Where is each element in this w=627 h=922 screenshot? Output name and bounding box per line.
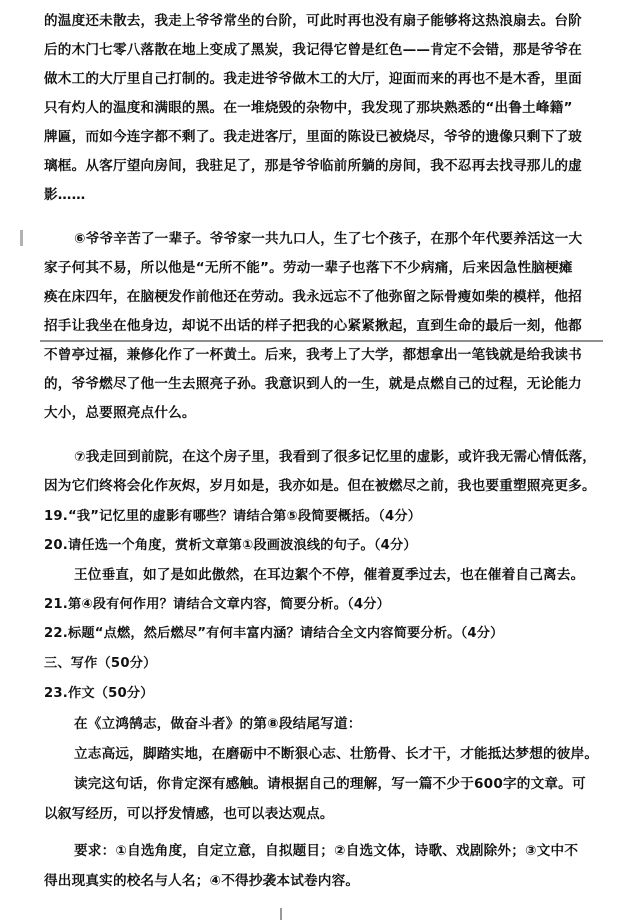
- passage-line: 做木工的大厅里自己打制的。我走进爷爷做木工的大厅，迎面而来的再也不是木香，里面: [44, 71, 582, 87]
- essay-prompt-line: 以叙写经历，可以抒发情感，也可以表达观点。: [44, 806, 334, 822]
- paragraph-7-line: 因为它们终将会化作灰烬，岁月如是，我亦如是。但在被燃尽之前，我也要重塑照亮更多。: [44, 478, 596, 494]
- passage-line: 牌匾，而如今连字都不剩了。我走进客厅，里面的陈设已被烧尽，爷爷的遗像只剩下了玻: [44, 129, 582, 145]
- question-21: 21.第④段有何作用？请结合文章内容，简要分析。（4分）: [44, 597, 391, 612]
- paragraph-6-line: 痪在床四年，在脑梗发作前他还在劳动。我永远忘不了他弥留之际骨瘦如柴的模样，他招: [44, 289, 582, 305]
- section-writing-heading: 三、写作（50分）: [44, 656, 157, 671]
- essay-requirements-line: 要求：①自选角度，自定立意，自拟题目；②自选文体，诗歌、戏剧除外；③文中不: [74, 843, 579, 859]
- question-23: 23.作文（50分）: [44, 686, 154, 701]
- paragraph-6-line: 的，爷爷燃尽了他一生去照亮子孙。我意识到人的一生，就是点燃自己的过程，无论能力: [44, 376, 582, 392]
- passage-line: 璃框。从客厅望向房间，我驻足了，那是爷爷临前所躺的房间，我不忍再去找寻那儿的虚: [44, 158, 582, 174]
- essay-prompt-line: 在《立鸿鹄志，做奋斗者》的第⑧段结尾写道：: [74, 716, 362, 732]
- essay-prompt-line: 读完这句话，你肯定深有感触。请根据自己的理解，写一篇不少于600字的文章。可: [74, 776, 586, 792]
- question-22: 22.标题“点燃，然后燃尽”有何丰富内涵？请结合全文内容简要分析。（4分）: [44, 626, 504, 641]
- scribble-strike: [40, 340, 603, 342]
- passage-line: 只有灼人的温度和满眼的黑。在一堆烧毁的杂物中，我发现了那块熟悉的“出鲁土峰籍”: [44, 100, 573, 116]
- paragraph-6-line: 大小，总要照亮点什么。: [44, 405, 196, 421]
- paragraph-7-line: ⑦我走回到前院，在这个房子里，我看到了很多记忆里的虚影，或许我无需心情低落，: [74, 449, 597, 465]
- question-20: 20.请任选一个角度，赏析文章第①段画波浪线的句子。（4分）: [44, 538, 417, 553]
- question-19: 19.“我”记忆里的虚影有哪些？请结合第⑤段简要概括。（4分）: [44, 509, 422, 524]
- bottom-mark: [280, 908, 282, 920]
- passage-line: 后的木门七零八落散在地上变成了黑炭，我记得它曾是红色——肯定不会错，那是爷爷在: [44, 42, 582, 58]
- paragraph-6-line: 招手让我坐在他身边，却说不出话的样子把我的心紧紧揪起，直到生命的最后一刻，他都: [44, 318, 582, 334]
- essay-requirements-line: 得出现真实的校名与人名；④不得抄袭本试卷内容。: [44, 873, 360, 889]
- question-20-quote: 王位垂直，如了是如此傲然，在耳边絮个不停，催着夏季过去，也在催着自己离去。: [74, 567, 585, 583]
- passage-line: 的温度还未散去，我走上爷爷常坐的台阶，可此时再也没有扇子能够将这热浪扇去。台阶: [44, 13, 582, 29]
- essay-quote-line: 立志高远，脚踏实地，在磨砺中不断狠心志、壮筋骨、长才干，才能抵达梦想的彼岸。: [74, 746, 599, 762]
- passage-line: 影……: [44, 187, 86, 203]
- paragraph-6-line: 家子何其不易，所以他是“无所不能”。劳动一辈子也落下不少病痛，后来因急性脑梗瘫: [44, 260, 573, 276]
- paragraph-6-line: ⑥爷爷辛苦了一辈子。爷爷家一共九口人，生了七个孩子，在那个年代要养活这一大: [74, 231, 583, 247]
- paragraph-6-line: 不曾亭过福，兼修化作了一杯黄土。后来，我考上了大学，都想拿出一笔钱就是给我读书: [44, 347, 582, 363]
